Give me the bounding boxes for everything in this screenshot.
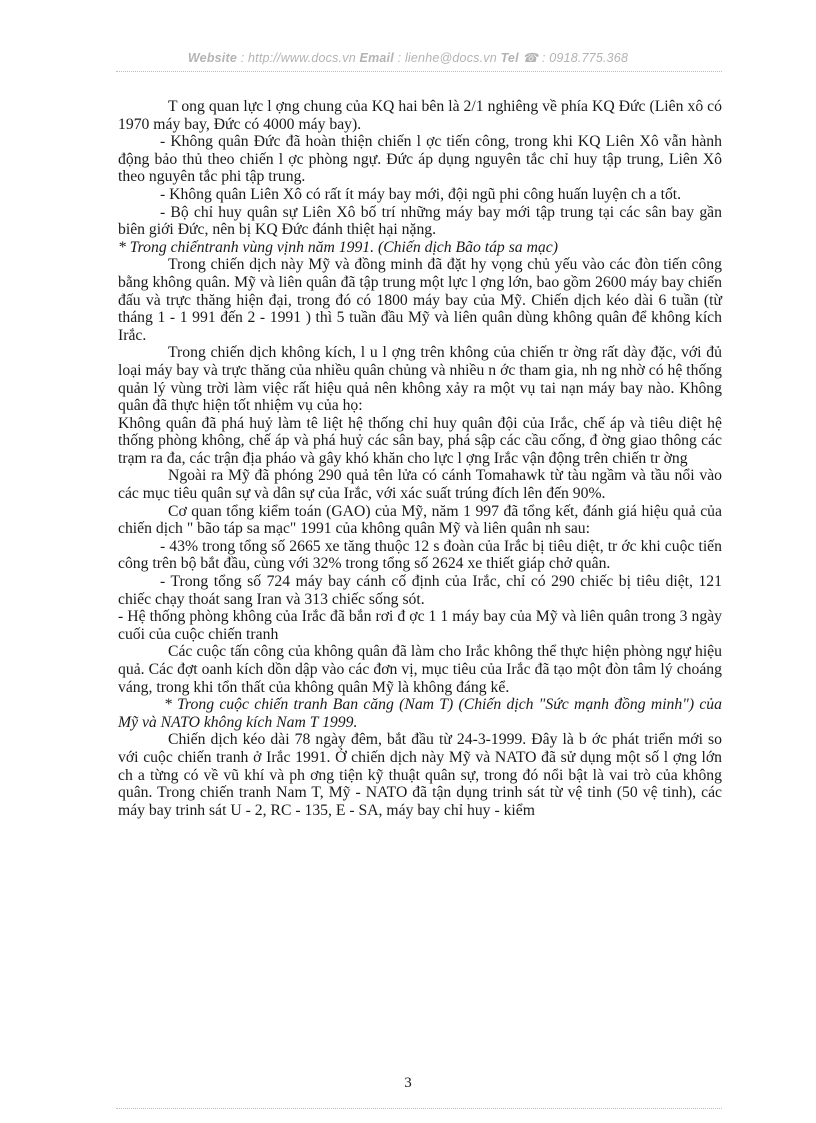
paragraph: - Trong tổng số 724 máy bay cánh cố định của Irắc, chỉ có 290 chiếc bị tiêu diệt, 121 chiếc chạy thoát sang Iran và 313 chiếc sống sót.	[118, 573, 722, 608]
email-value: : lienhe@docs.vn	[397, 51, 497, 65]
page-header	[0, 50, 816, 65]
section-heading: * Trong cuộc chiến tranh Ban căng (Nam T) (Chiến dịch "Sức mạnh đồng minh") của Mỹ và NATO không kích Nam T 1999.	[118, 696, 722, 731]
paragraph: Trong chiến dịch không kích, l u l ợng trên không của chiến tr ờng rất dày đặc, với đủ loại máy bay và trực thăng của nhiều quân chủng và nhiều n ớc tham gia, nh ng nhờ có hệ thống quản lý vùng trời làm việc rất hiệu quả nên không xảy ra một vụ tai nạn máy bay nào. Không quân đã thực hiện tốt nhiệm vụ của họ:	[118, 344, 722, 415]
paragraph: T ong quan lực l ợng chung của KQ hai bên là 2/1 nghiêng về phía KQ Đức (Liên xô có 1970 máy bay, Đức có 4000 máy bay).	[118, 98, 722, 133]
tel-value: ☎ : 0918.775.368	[522, 51, 629, 65]
header-divider	[116, 71, 722, 72]
paragraph: - Bộ chỉ huy quân sự Liên Xô bố trí những máy bay mới tập trung tại các sân bay gần biên giới Đức, nên bị KQ Đức đánh thiệt hại nặng.	[118, 203, 722, 239]
paragraph: - 43% trong tổng số 2665 xe tăng thuộc 12 s đoàn của Irắc bị tiêu diệt, tr ớc khi cuộc tiến công trên bộ bắt đầu, cùng với 32% trong tổng số 2624 xe thiết giáp chở quân.	[118, 537, 722, 573]
paragraph: - Không quân Đức đã hoàn thiện chiến l ợc tiến công, trong khi KQ Liên Xô vẫn hành động bảo thủ theo chiến l ợc phòng ngự. Đức áp dụng nguyên tắc chỉ huy tập trung, Liên Xô theo nguyên tắc phi tập trung.	[118, 133, 722, 186]
paragraph: - Không quân Liên Xô có rất ít máy bay mới, đội ngũ phi công huấn luyện ch a tốt.	[160, 185, 682, 203]
website-value: : http://www.docs.vn	[240, 51, 356, 65]
paragraph: Trong chiến dịch này Mỹ và đồng minh đã đặt hy vọng chủ yếu vào các đòn tiến công bằng không quân. Mỹ và liên quân đã tập trung một lực l ợng lớn, bao gồm 2600 máy bay chiến đấu và trực thăng hiện đại, trong đó có 1800 máy bay của Mỹ. Chiến dịch kéo dài 6 tuần (từ tháng 1 - 1 991 đến 2 - 1991 ) thì 5 tuần đầu Mỹ và liên quân dùng không quân để không kích Irắc.	[118, 256, 722, 344]
website-label: Website	[187, 51, 237, 65]
document-body	[118, 98, 722, 819]
tel-label: Tel	[500, 51, 519, 65]
email-label: Email	[359, 51, 394, 65]
paragraph: - Hệ thống phòng không của Irắc đã bắn rơi đ ợc 1 1 máy bay của Mỹ và liên quân trong 3 ngày cuối của cuộc chiến tranh	[118, 608, 722, 643]
paragraph: Cơ quan tổng kiểm toán (GAO) của Mỹ, năm 1 997 đã tổng kết, đánh giá hiệu quả của chiến dịch " bão táp sa mạc" 1991 của không quân Mỹ và liên quân nh sau:	[118, 502, 722, 538]
section-heading: * Trong chiếntranh vùng vịnh năm 1991. (Chiến dịch Bão táp sa mạc)	[118, 238, 558, 256]
paragraph: Ngoài ra Mỹ đã phóng 290 quả tên lửa có cánh Tomahawk từ tàu ngầm và tầu nổi vào các mục tiêu quân sự và dân sự của Irắc, với xác suất trúng đích lên đến 90%.	[118, 467, 722, 503]
paragraph: Chiến dịch kéo dài 78 ngày đêm, bắt đầu từ 24-3-1999. Đây là b ớc phát triển mới so với cuộc chiến tranh ở Irắc 1991. Ở chiến dịch này Mỹ và NATO đã sử dụng một số l ợng lớn ch a từng có về vũ khí và ph ơng tiện kỹ thuật quân sự, trong đó nổi bật là vai trò của không quân. Trong chiến tranh Nam T, Mỹ - NATO đã tận dụng trinh sát từ vệ tinh (50 vệ tinh), các máy bay trinh sát U - 2, RC - 135, E - SA, máy bay chỉ huy - kiểm	[118, 731, 722, 819]
paragraph: Không quân đã phá huỷ làm tê liệt hệ thống chỉ huy quân đội của Irắc, chế áp và tiêu diệt hệ thống phòng không, chế áp và phá huỷ các sân bay, phá sập các cầu cống, đ ờng giao thông các trạm ra đa, các trận địa pháo và gây khó khăn cho lực l ợng Irắc vận động trên chiến tr ờng	[118, 414, 722, 467]
page-number: 3	[404, 1075, 412, 1091]
footer-divider	[116, 1108, 722, 1109]
paragraph: Các cuộc tấn công của không quân đã làm cho Irắc không thể thực hiện phòng ngự hiệu quả. Các đợt oanh kích dồn dập vào các đơn vị, mục tiêu của Irắc đã tạo một đòn tâm lý choáng váng, trong khi tổn thất của không quân Mỹ là không đáng kể.	[118, 643, 722, 696]
